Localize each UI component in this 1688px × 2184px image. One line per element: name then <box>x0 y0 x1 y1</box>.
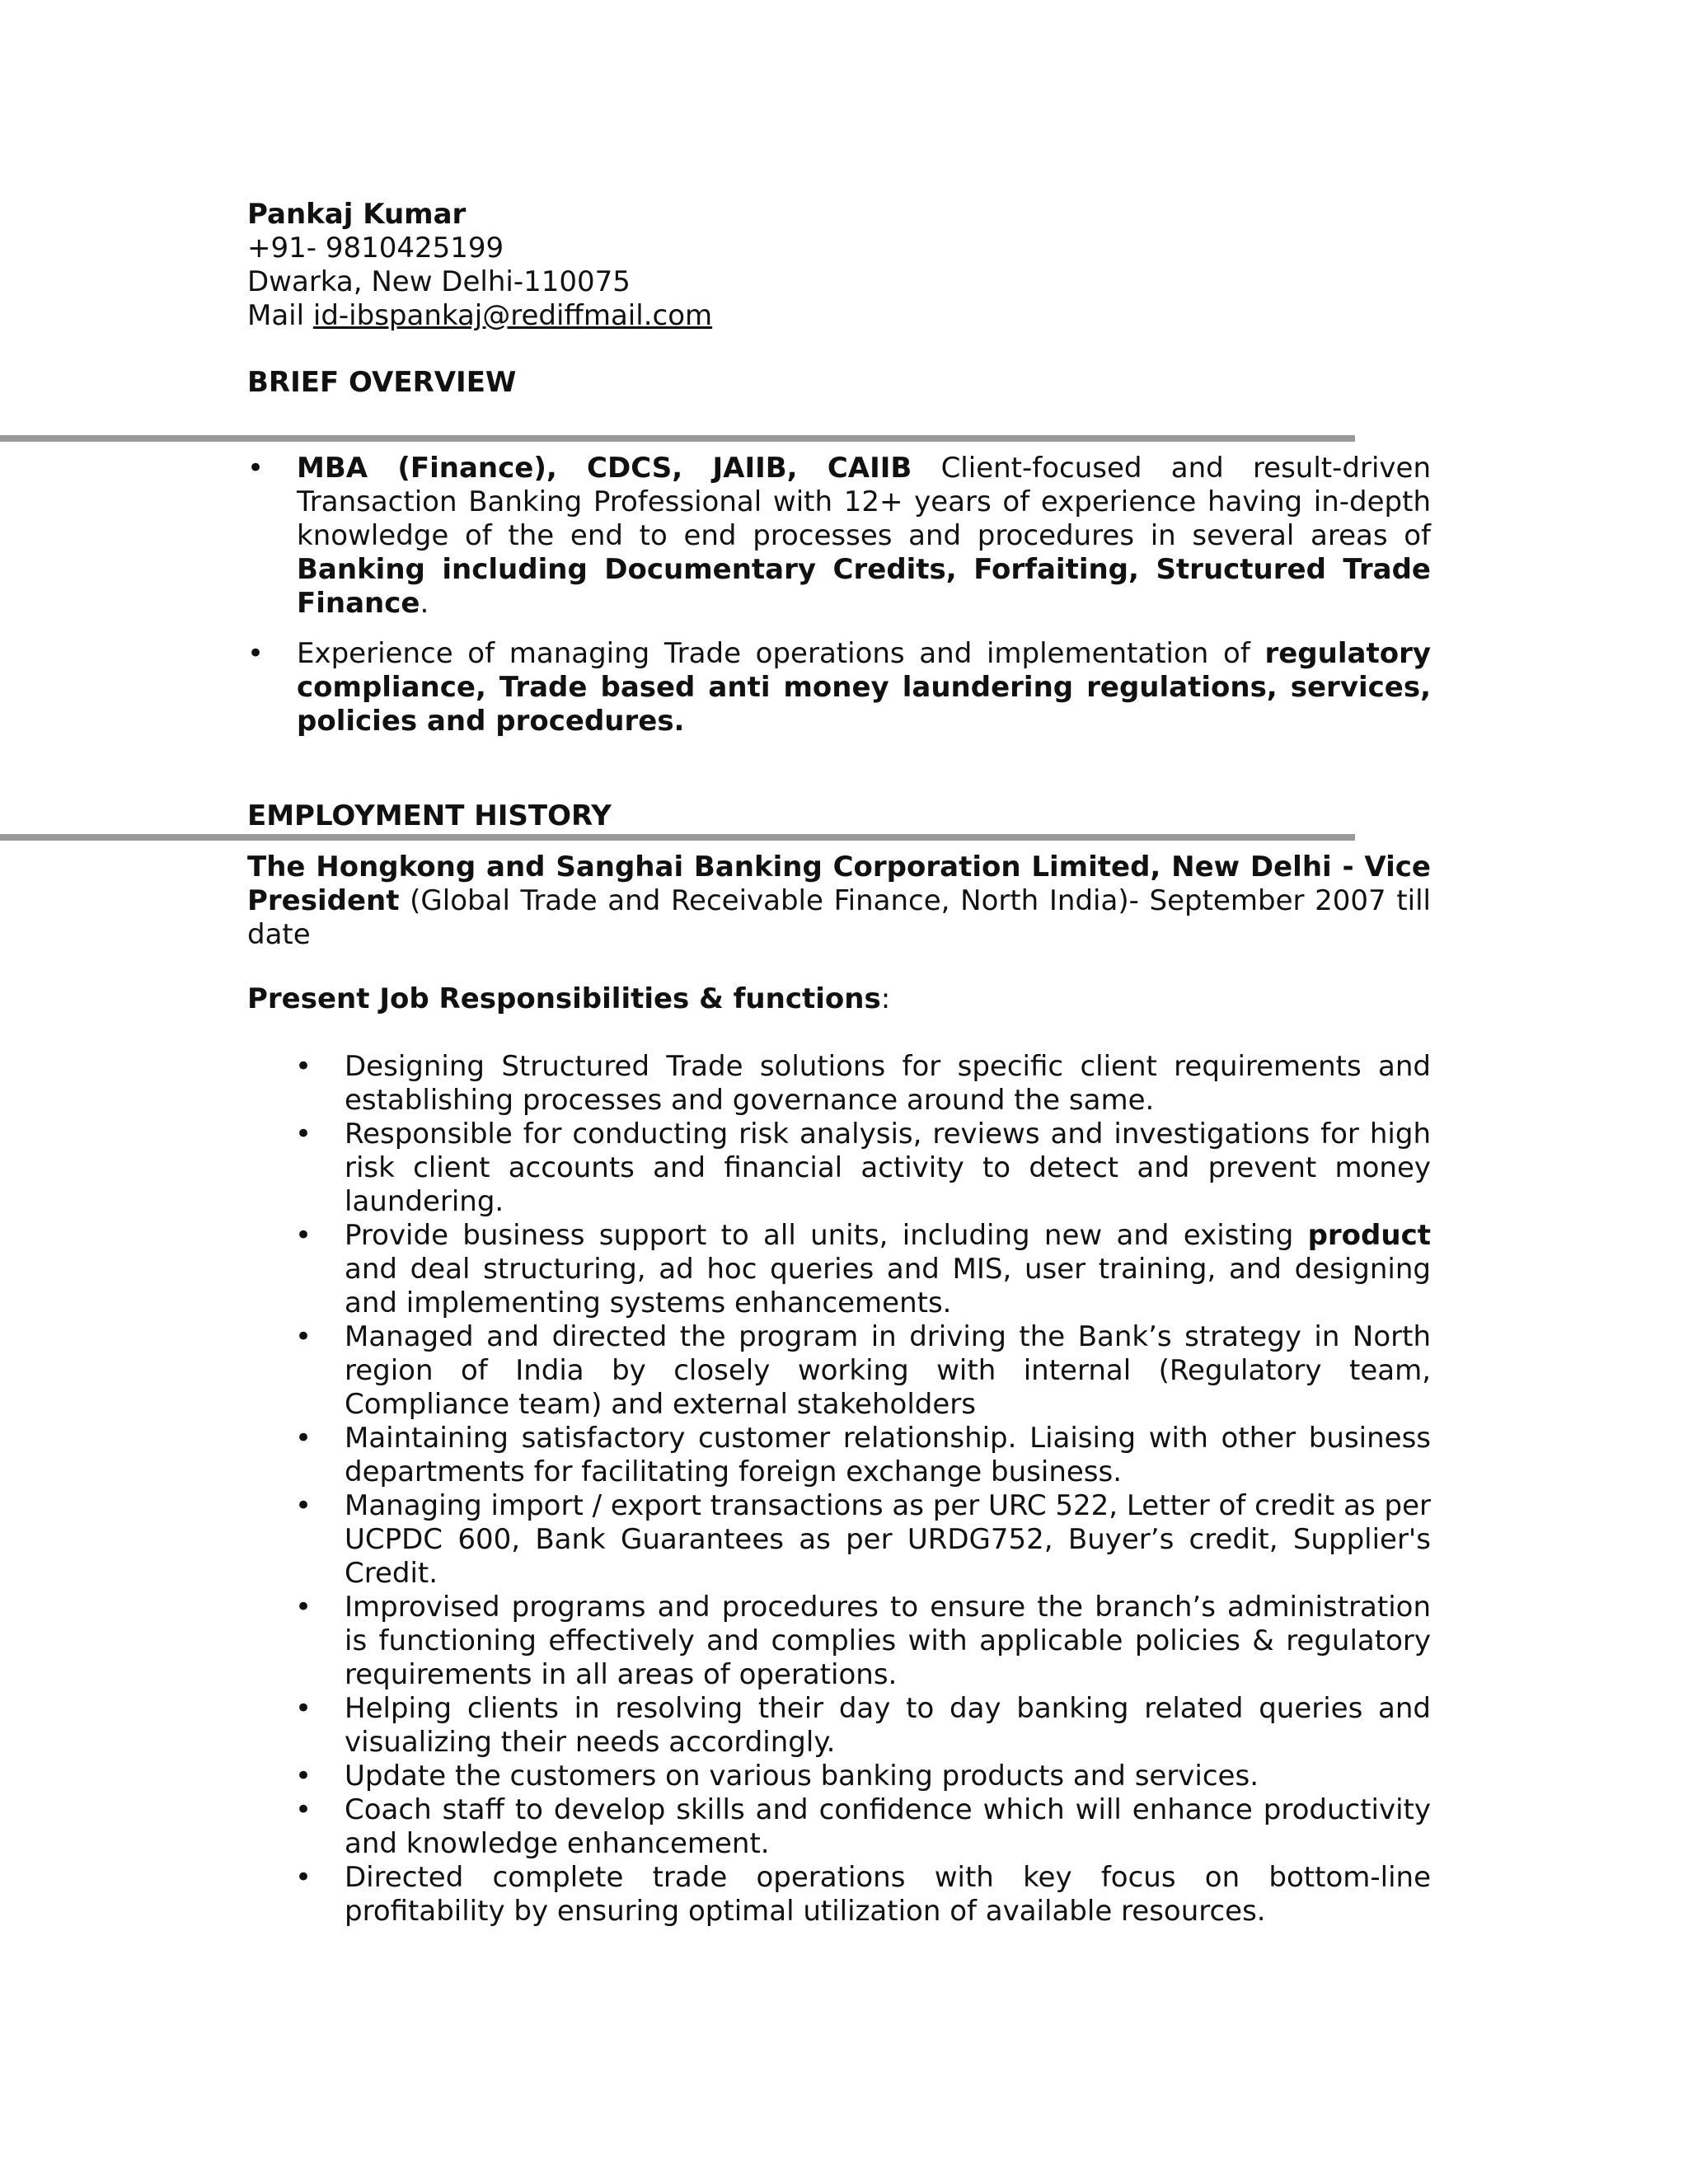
list-item: • Managed and directed the program in driving the Bank’s strategy in North region of India by closely working with internal (Regulatory team, Compliance team) and external stakeholders <box>295 1320 1431 1422</box>
address: Dwarka, New Delhi-110075 <box>247 265 631 298</box>
job-details: (Global Trade and Receivable Finance, North India)- September 2007 till date <box>247 884 1431 951</box>
list-item: • Helping clients in resolving their day to day banking related queries and visualizing their needs accordingly. <box>295 1692 1431 1760</box>
employment-history-heading: EMPLOYMENT HISTORY <box>247 799 612 832</box>
brief-overview-heading: BRIEF OVERVIEW <box>247 366 517 399</box>
list-item: • Designing Structured Trade solutions for specific client requirements and establishing processes and governance around the same. <box>295 1050 1431 1118</box>
overview-text: Experience of managing Trade operations and implementation of <box>297 637 1265 670</box>
candidate-name: Pankaj Kumar <box>247 198 467 231</box>
list-item: • Coach staff to develop skills and confidence which will enhance productivity and knowledge enhancement. <box>295 1793 1431 1861</box>
list-item: • Improvised programs and procedures to ensure the branch’s administration is functioning effectively and complies with applicable policies & regulatory requirements in all areas of operations. <box>295 1591 1431 1692</box>
job-title <box>247 851 1431 952</box>
list-item: • Maintaining satisfactory customer relationship. Liaising with other business departments for facilitating foreign exchange business. <box>295 1422 1431 1489</box>
email-link[interactable]: id-ibspankaj@rediffmail.com <box>312 299 713 332</box>
overview-text: Client-focused and result-driven Transaction Banking Professional with 12+ years of experience having in-depth knowledge of the end to end processes and procedures in several areas of <box>297 452 1431 552</box>
qualifications: MBA (Finance), CDCS, JAIIB, CAIIB <box>297 452 912 485</box>
overview-period: . <box>420 587 429 620</box>
mail-label: Mail <box>247 299 305 332</box>
section-divider <box>0 435 1355 442</box>
list-item: • Update the customers on various banking products and services. <box>295 1760 1431 1793</box>
list-item-bold: product <box>1307 1219 1431 1252</box>
employer-and-role: The Hongkong and Sanghai Banking Corporation Limited, New Delhi - Vice President <box>247 851 1431 917</box>
contact-block <box>247 198 1434 333</box>
list-item-text: and deal structuring, ad hoc queries and MIS, user training, and designing and implementing systems enhancements. <box>345 1253 1431 1319</box>
overview-bullet <box>247 452 1431 621</box>
list-item: • Responsible for conducting risk analysis, reviews and investigations for high risk client accounts and financial activity to detect and prevent money laundering. <box>295 1118 1431 1219</box>
overview-bullet <box>247 637 1431 738</box>
overview-list <box>247 452 1431 738</box>
expertise-areas: Banking including Documentary Credits, Forfaiting, Structured Trade Finance <box>297 553 1431 620</box>
phone-number: +91- 9810425199 <box>247 232 504 265</box>
list-item: • Managing import / export transactions as per URC 522, Letter of credit as per UCPDC 600, Bank Guarantees as per URDG752, Buyer’s credit, Supplier's Credit. <box>295 1489 1431 1591</box>
list-item: • Directed complete trade operations with key focus on bottom-line profitability by ensuring optimal utilization of available resources. <box>295 1861 1431 1929</box>
responsibilities-colon: : <box>880 982 891 1015</box>
email-line <box>247 299 1434 333</box>
list-item-text: Provide business support to all units, including new and existing <box>345 1219 1308 1252</box>
list-item <box>295 1219 1431 1320</box>
responsibilities-heading <box>247 982 890 1016</box>
responsibilities-list <box>295 1050 1431 1929</box>
responsibilities-heading-text: Present Job Responsibilities & functions <box>247 982 881 1015</box>
compliance-expertise: regulatory compliance, Trade based anti money laundering regulations, services, policies and procedures. <box>297 637 1431 738</box>
section-divider <box>0 834 1355 841</box>
